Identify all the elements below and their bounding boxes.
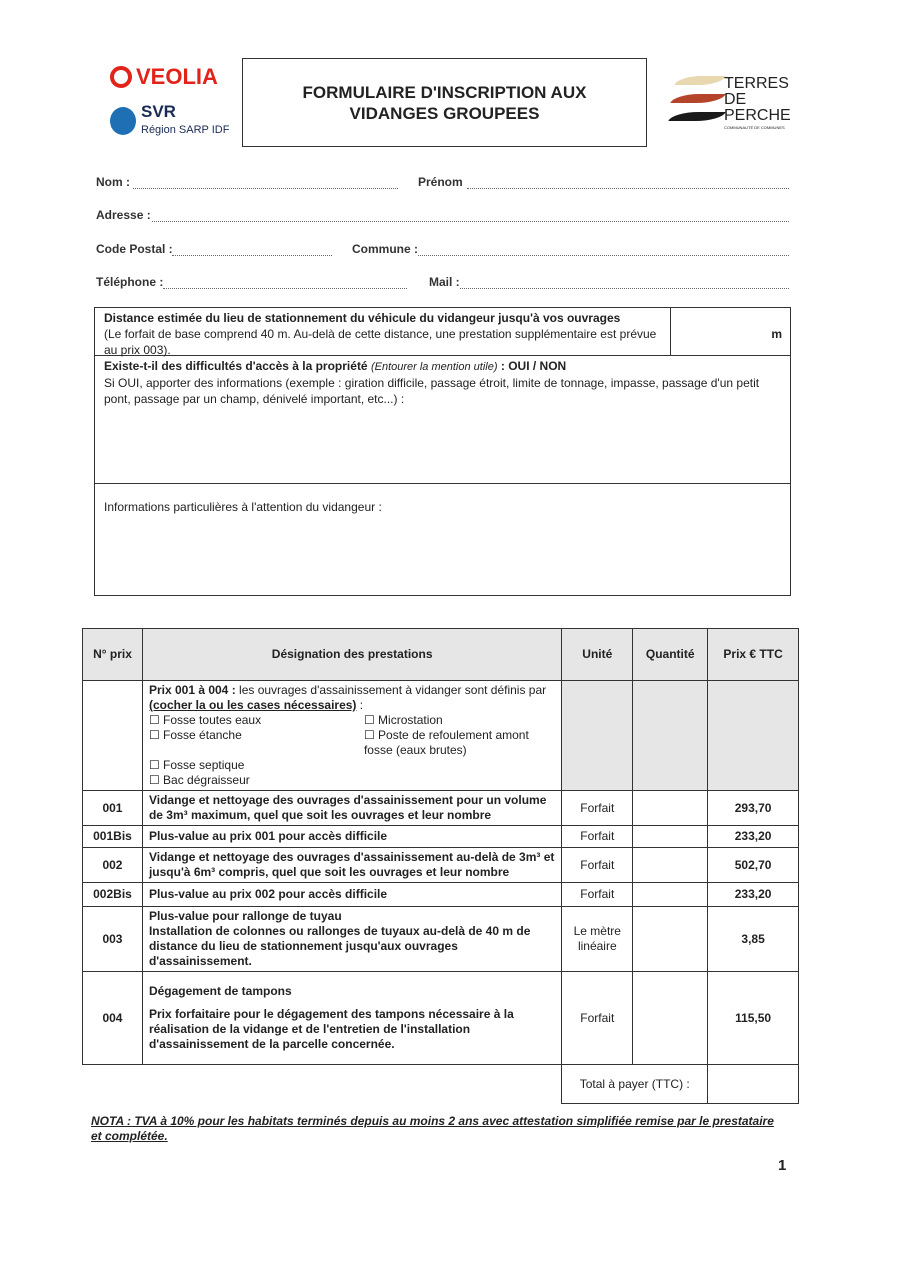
cell-text: Plus-value au prix 002 pour accès difficile (142, 883, 561, 907)
access-difficulty-row[interactable] (95, 356, 790, 484)
cell-text: Unité (562, 629, 633, 681)
cell-text: Le mètre linéaire (562, 907, 633, 972)
svr-logo (110, 104, 229, 138)
nota-text: NOTA : TVA à 10% pour les habitats terminés depuis au moins 2 ans avec attestation simplifiée remise par le prestataire et complétée. (91, 1114, 774, 1143)
cell-text: 001 (83, 791, 143, 826)
cell-text: Désignation des prestations (142, 629, 561, 681)
adresse-input[interactable] (152, 221, 789, 222)
cell-text: : OUI / NON (500, 359, 567, 373)
cell-text: Région SARP IDF (141, 124, 230, 136)
cell-text: Forfait (562, 848, 633, 883)
checkbox-poste-refoulement[interactable]: ☐ Poste de refoulement amont fosse (eaux brutes) (363, 728, 529, 757)
distance-input[interactable] (670, 308, 790, 355)
nom-label: Nom : (96, 175, 130, 189)
checkbox-fosse-toutes-eaux[interactable]: ☐ Fosse toutes eaux (148, 713, 262, 727)
cell-text: Total à payer (TTC) : (562, 1065, 708, 1104)
cell-text: Fosse toutes eaux (163, 713, 262, 727)
table-header (83, 629, 799, 681)
cell-text: Forfait (562, 826, 633, 848)
table-row (83, 826, 799, 848)
veolia-logo (110, 64, 218, 90)
code-postal-label: Code Postal : (96, 242, 173, 256)
page-number: 1 (778, 1157, 787, 1174)
cell-text: Fosse étanche (163, 728, 242, 742)
cell-text: (Le forfait de base comprend 40 m. Au-delà de cette distance, une prestation supplémentaire est prévue au prix 003). (104, 327, 657, 357)
cell-text: COMMUNAUTÉ DE COMMUNES (724, 125, 785, 130)
cell-text: Dégagement de tampons (148, 984, 292, 998)
code-postal-input[interactable] (172, 255, 332, 256)
cell-text: Prix 001 à 004 : (148, 683, 236, 697)
cell-text: 502,70 (708, 848, 799, 883)
cell-text: Distance estimée du lieu de stationnement du véhicule du vidangeur jusqu'à vos ouvrages (104, 311, 621, 325)
cell-text: 001Bis (83, 826, 143, 848)
quantity-input[interactable] (633, 848, 708, 883)
table-row (83, 907, 799, 972)
svr-icon (110, 107, 136, 135)
cell-text: Vidange et nettoyage des ouvrages d'assainissement pour un volume de 3m³ maximum, quel que soit les ouvrages et leur nombre (142, 791, 561, 826)
checkbox-fosse-septique[interactable]: ☐ Fosse septique (148, 758, 245, 772)
table-row (83, 791, 799, 826)
checkbox-fosse-etanche[interactable]: ☐ Fosse étanche (148, 728, 242, 742)
cell-text: 002Bis (83, 883, 143, 907)
cell-text: Forfait (562, 972, 633, 1065)
cell-text: (Entourer la mention utile) (370, 361, 498, 373)
cell-text: Fosse septique (163, 758, 245, 772)
cell-text: m (771, 327, 782, 341)
cell-text: Poste de refoulement amont fosse (eaux brutes) (363, 728, 529, 757)
cell-text: N° prix (83, 629, 143, 681)
cell-text: SVR (141, 102, 176, 121)
quantity-input[interactable] (633, 826, 708, 848)
cell-text: Quantité (633, 629, 708, 681)
checkbox-bac-degraisseur[interactable]: ☐ Bac dégraisseur (148, 773, 250, 787)
checkbox-microstation[interactable]: ☐ Microstation (363, 713, 443, 727)
cell-text: 293,70 (708, 791, 799, 826)
mail-input[interactable] (460, 288, 789, 289)
page-title (242, 58, 647, 147)
prenom-label: Prénom (418, 175, 463, 189)
cell-text: : (356, 698, 364, 712)
access-info-box (94, 307, 791, 596)
total-input[interactable] (708, 1065, 799, 1104)
telephone-label: Téléphone : (96, 275, 164, 289)
commune-input[interactable] (418, 255, 789, 256)
cell-text: DE (724, 91, 747, 108)
cell-text: Prix € TTC (708, 629, 799, 681)
driver-info-row[interactable] (95, 484, 790, 595)
adresse-label: Adresse : (96, 208, 151, 222)
cell-text: Si OUI, apporter des informations (exemple : giration difficile, passage étroit, limite de tonnage, impasse, passage d'un petit pont, passage par un champ, dénivelé important, etc...) : (104, 376, 760, 406)
quantity-input[interactable] (633, 972, 708, 1065)
cell-text: Bac dégraisseur (163, 773, 250, 787)
table-row (83, 883, 799, 907)
veolia-icon (110, 66, 132, 88)
cell-text: Forfait (562, 883, 633, 907)
cell-text: Forfait (562, 791, 633, 826)
cell-text: VEOLIA (136, 64, 218, 89)
cell-text: Prix forfaitaire pour le dégagement des tampons nécessaire à la réalisation de la vidange et de l'entretien de l'installation d'assainissement de la parcelle concernée. (148, 1007, 514, 1051)
cell-text: Plus-value au prix 001 pour accès difficile (142, 826, 561, 848)
cell-text: PERCHE (724, 107, 791, 124)
terres-de-perche-logo (668, 72, 798, 132)
table-row (83, 972, 799, 1065)
cell-text: Plus-value pour rallonge de tuyau (148, 909, 342, 923)
telephone-input[interactable] (163, 288, 407, 289)
cell-text: VIDANGES GROUPEES (349, 103, 540, 123)
cell-text: (cocher la ou les cases nécessaires) (148, 698, 357, 712)
cell-text: Vidange et nettoyage des ouvrages d'assainissement au-delà de 3m³ et jusqu'à 6m³ compris, quel que soit les ouvrages et leur nombre (142, 848, 561, 883)
intro-row (83, 681, 799, 791)
cell-text: TERRES (724, 75, 789, 92)
cell-text: 233,20 (708, 883, 799, 907)
quantity-input[interactable] (633, 791, 708, 826)
cell-text: 115,50 (708, 972, 799, 1065)
price-table (82, 628, 799, 1104)
cell-text: Informations particulières à l'attention du vidangeur : (104, 500, 382, 514)
cell-text: 002 (83, 848, 143, 883)
prenom-input[interactable] (467, 188, 789, 189)
table-row (83, 848, 799, 883)
cell-text: les ouvrages d'assainissement à vidanger sont définis par (235, 683, 547, 697)
quantity-input[interactable] (633, 907, 708, 972)
cell-text: 004 (83, 972, 143, 1065)
cell-text: 233,20 (708, 826, 799, 848)
cell-text: 003 (83, 907, 143, 972)
commune-label: Commune : (352, 242, 418, 256)
cell-text: Existe-t-il des difficultés d'accès à la propriété (104, 359, 368, 373)
cell-text: Installation de colonnes ou rallonges de tuyaux au-delà de 40 m de distance du lieu de stationnement jusqu'aux ouvrages d'assainissement. (148, 924, 531, 968)
cell-text: Microstation (378, 713, 443, 727)
total-row (83, 1065, 799, 1104)
quantity-input[interactable] (633, 883, 708, 907)
cell-text: FORMULAIRE D'INSCRIPTION AUX (302, 82, 587, 102)
distance-row (95, 308, 790, 356)
nom-input[interactable] (133, 188, 398, 189)
mail-label: Mail : (429, 275, 460, 289)
cell-text: 3,85 (708, 907, 799, 972)
